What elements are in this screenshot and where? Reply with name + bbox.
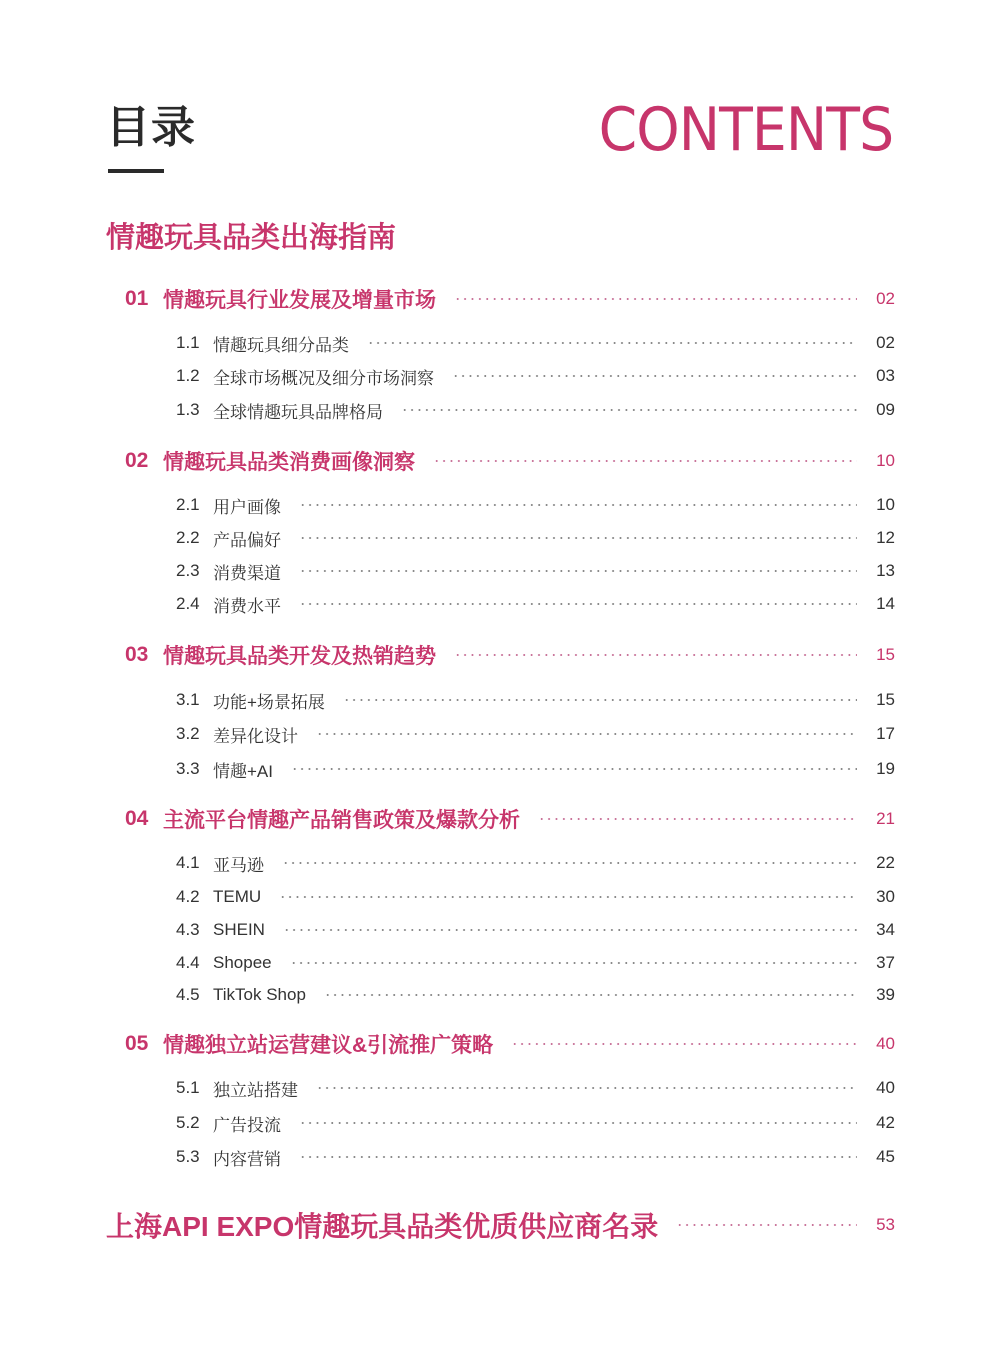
section-page-number: 22	[876, 853, 895, 872]
dotted-leader	[367, 342, 857, 344]
toc-section-2-2[interactable]	[176, 523, 895, 553]
section-label: 差异化设计	[213, 726, 298, 746]
chapter-number: 04	[125, 807, 149, 830]
toc-section-4-3[interactable]	[176, 915, 895, 945]
section-number: 5.1	[176, 1078, 200, 1097]
toc-appendix-supplier-directory[interactable]	[106, 1205, 895, 1245]
toc-section-2-3[interactable]	[176, 556, 895, 586]
dotted-leader	[299, 570, 857, 572]
dotted-leader	[299, 1122, 857, 1124]
page-title-en: CONTENTS	[598, 95, 893, 165]
section-number: 4.2	[176, 887, 200, 906]
section-number: 3.1	[176, 690, 200, 709]
section-page-number: 12	[876, 528, 895, 547]
chapter-number: 02	[125, 449, 149, 472]
section-page-number: 03	[876, 366, 895, 385]
appendix-page-number: 53	[876, 1215, 895, 1234]
section-number: 2.3	[176, 561, 200, 580]
toc-section-4-1[interactable]	[176, 848, 895, 878]
dotted-leader	[538, 818, 857, 820]
section-label: 情趣玩具细分品类	[213, 335, 349, 355]
section-page-number: 14	[876, 594, 895, 613]
toc-section-1-1[interactable]	[176, 328, 895, 358]
toc-section-4-2[interactable]	[176, 882, 895, 912]
section-label: 产品偏好	[213, 530, 281, 550]
toc-chapter-04[interactable]	[125, 804, 895, 834]
section-number: 2.1	[176, 495, 200, 514]
section-page-number: 15	[876, 690, 895, 709]
section-label: 功能+场景拓展	[213, 692, 325, 712]
dotted-leader	[279, 896, 857, 898]
toc-section-3-3[interactable]	[176, 754, 895, 784]
dotted-leader	[324, 994, 857, 996]
toc-chapter-05[interactable]	[125, 1029, 895, 1059]
chapter-number: 05	[125, 1032, 149, 1055]
section-number: 4.4	[176, 953, 200, 972]
toc-section-3-2[interactable]	[176, 719, 895, 749]
chapter-number: 03	[125, 643, 149, 666]
dotted-leader	[299, 537, 857, 539]
section-number: 3.2	[176, 724, 200, 743]
dotted-leader	[299, 1156, 857, 1158]
dotted-leader	[299, 603, 857, 605]
dotted-leader	[343, 699, 857, 701]
section-page-number: 40	[876, 1078, 895, 1097]
section-number: 3.3	[176, 759, 200, 778]
section-label: 情趣+AI	[213, 761, 273, 781]
section-number: 4.3	[176, 920, 200, 939]
dotted-leader	[282, 862, 857, 864]
section-label: 全球市场概况及细分市场洞察	[213, 368, 434, 388]
section-page-number: 09	[876, 400, 895, 419]
dotted-leader	[290, 962, 857, 964]
section-label: 亚马逊	[213, 855, 264, 875]
chapter-page-number: 02	[876, 289, 895, 308]
chapter-label: 主流平台情趣产品销售政策及爆款分析	[163, 809, 520, 832]
section-label: 内容营销	[213, 1149, 281, 1169]
toc-section-1-3[interactable]	[176, 395, 895, 425]
toc-section-5-3[interactable]	[176, 1142, 895, 1172]
section-number: 2.2	[176, 528, 200, 547]
title-underline-divider	[108, 169, 164, 173]
section-label: 全球情趣玩具品牌格局	[213, 402, 383, 422]
section-number: 4.5	[176, 985, 200, 1004]
chapter-number: 01	[125, 287, 149, 310]
chapter-page-number: 10	[876, 451, 895, 470]
section-number: 1.1	[176, 333, 200, 352]
section-page-number: 34	[876, 920, 895, 939]
chapter-label: 情趣独立站运营建议&引流推广策略	[163, 1034, 494, 1057]
chapter-page-number: 15	[876, 645, 895, 664]
toc-chapter-01[interactable]	[125, 284, 895, 314]
toc-section-4-5[interactable]	[176, 980, 895, 1010]
section-page-number: 37	[876, 953, 895, 972]
appendix-label: 上海API EXPO情趣玩具品类优质供应商名录	[106, 1211, 659, 1242]
section-label: TEMU	[213, 887, 262, 906]
section-page-number: 39	[876, 985, 895, 1004]
chapter-page-number: 21	[876, 809, 895, 828]
section-page-number: 30	[876, 887, 895, 906]
dotted-leader	[316, 733, 857, 735]
section-number: 1.2	[176, 366, 200, 385]
section-label: 消费渠道	[213, 563, 281, 583]
dotted-leader	[452, 375, 857, 377]
toc-section-5-1[interactable]	[176, 1073, 895, 1103]
section-number: 2.4	[176, 594, 200, 613]
toc-section-4-4[interactable]	[176, 948, 895, 978]
guide-title: 情趣玩具品类出海指南	[106, 222, 397, 254]
dotted-leader	[454, 298, 857, 300]
dotted-leader	[291, 768, 857, 770]
toc-section-1-2[interactable]	[176, 361, 895, 391]
section-label: SHEIN	[213, 920, 265, 939]
section-page-number: 10	[876, 495, 895, 514]
section-page-number: 17	[876, 724, 895, 743]
page-title-cn: 目录	[106, 103, 196, 152]
dotted-leader	[299, 504, 857, 506]
chapter-label: 情趣玩具品类开发及热销趋势	[163, 645, 436, 668]
section-page-number: 02	[876, 333, 895, 352]
section-page-number: 42	[876, 1113, 895, 1132]
toc-section-5-2[interactable]	[176, 1108, 895, 1138]
section-label: TikTok Shop	[213, 985, 306, 1004]
toc-section-3-1[interactable]	[176, 685, 895, 715]
section-label: 广告投流	[213, 1115, 281, 1135]
chapter-label: 情趣玩具行业发展及增量市场	[163, 289, 436, 312]
section-label: 用户画像	[213, 497, 281, 517]
toc-section-2-1[interactable]	[176, 490, 895, 520]
dotted-leader	[316, 1087, 857, 1089]
section-page-number: 19	[876, 759, 895, 778]
toc-chapter-03[interactable]	[125, 640, 895, 670]
dotted-leader	[676, 1224, 857, 1226]
section-number: 5.2	[176, 1113, 200, 1132]
section-number: 5.3	[176, 1147, 200, 1166]
dotted-leader	[433, 460, 857, 462]
section-label: 消费水平	[213, 596, 281, 616]
section-label: Shopee	[213, 953, 272, 972]
section-number: 1.3	[176, 400, 200, 419]
section-label: 独立站搭建	[213, 1080, 298, 1100]
section-number: 4.1	[176, 853, 200, 872]
chapter-page-number: 40	[876, 1034, 895, 1053]
dotted-leader	[511, 1043, 857, 1045]
dotted-leader	[401, 409, 857, 411]
chapter-label: 情趣玩具品类消费画像洞察	[163, 451, 415, 474]
section-page-number: 45	[876, 1147, 895, 1166]
toc-chapter-02[interactable]	[125, 446, 895, 476]
toc-section-2-4[interactable]	[176, 589, 895, 619]
dotted-leader	[454, 654, 857, 656]
dotted-leader	[283, 929, 857, 931]
section-page-number: 13	[876, 561, 895, 580]
